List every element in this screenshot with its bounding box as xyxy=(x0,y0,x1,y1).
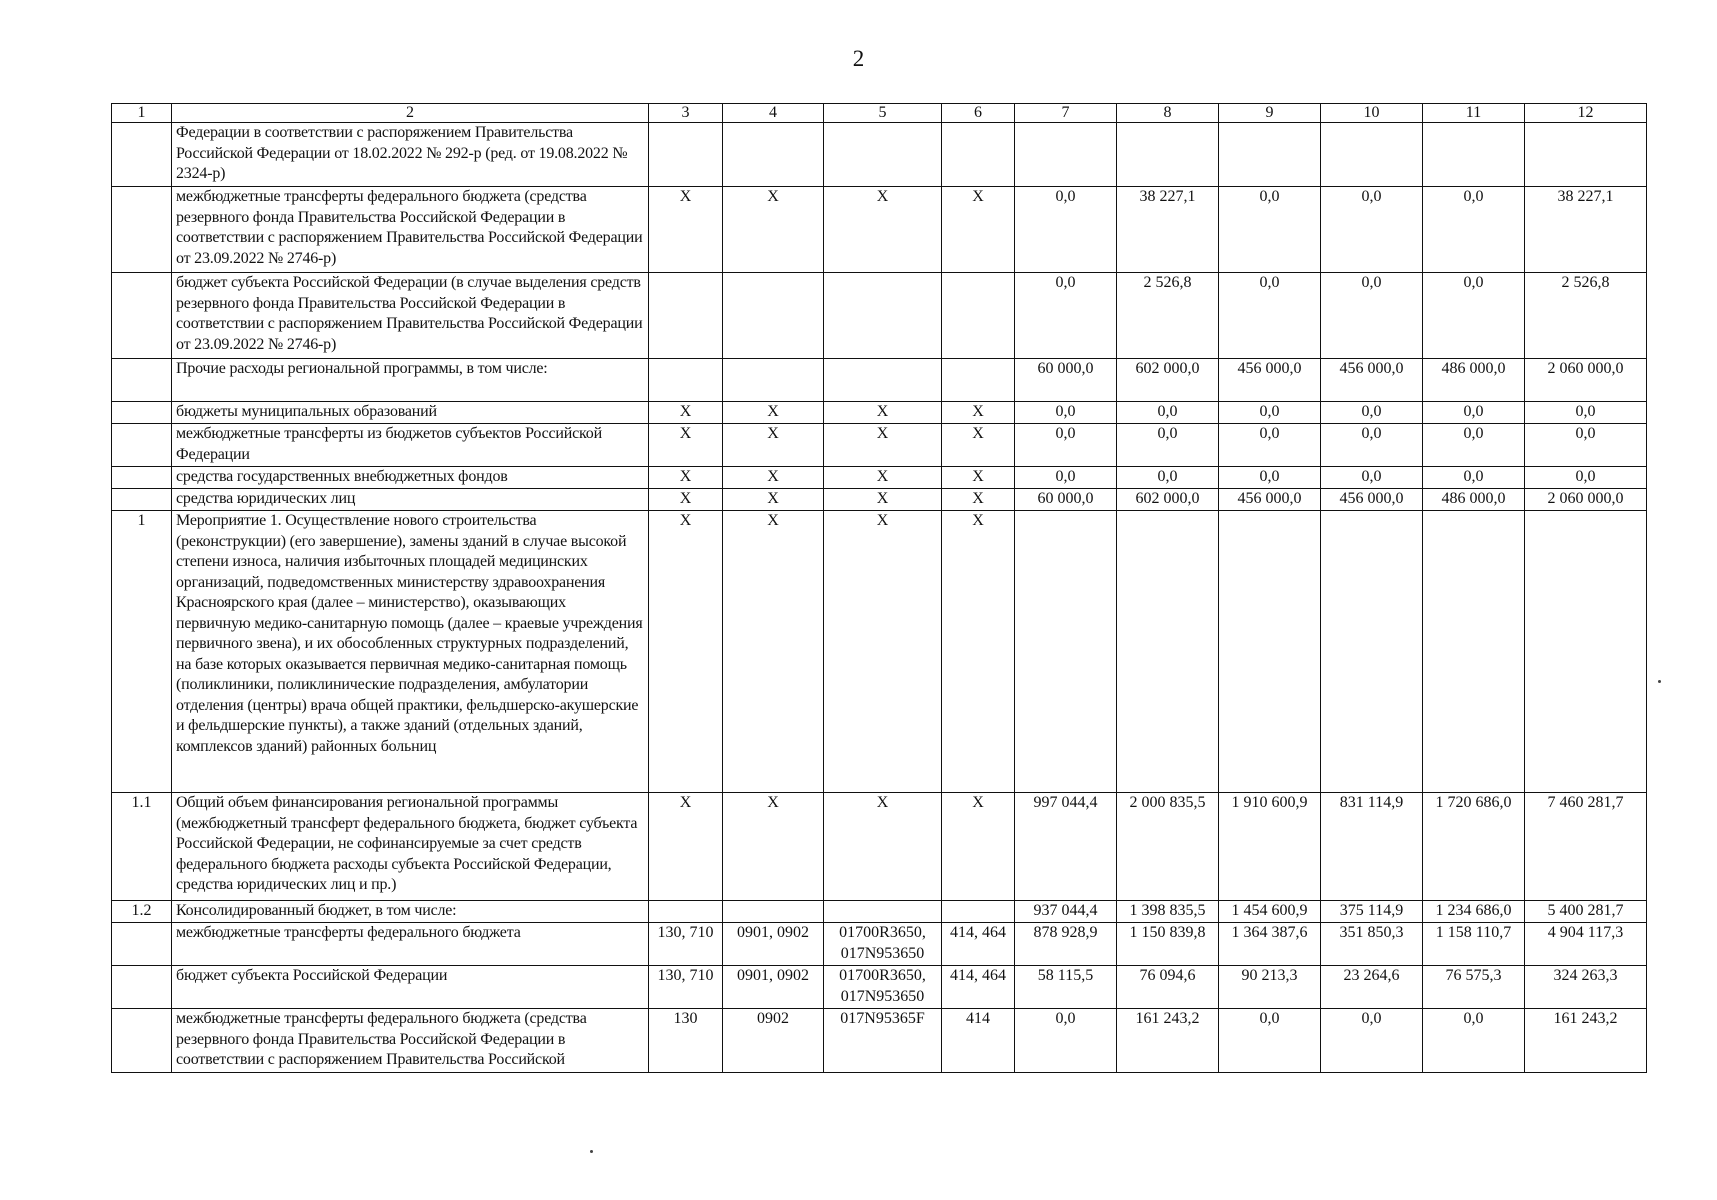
amount-cell xyxy=(1423,123,1525,187)
description-cell: Прочие расходы региональной программы, в том числе: xyxy=(172,359,649,402)
target-code-cell xyxy=(824,359,942,402)
table-row xyxy=(112,901,1647,923)
amount-cell: 997 044,4 xyxy=(1015,793,1117,901)
kbk-code-cell: Х xyxy=(649,402,723,424)
kbk-code-cell: Х xyxy=(649,511,723,793)
amount-cell: 0,0 xyxy=(1321,1009,1423,1073)
amount-cell: 0,0 xyxy=(1219,1009,1321,1073)
amount-cell: 38 227,1 xyxy=(1525,187,1647,273)
amount-cell: 2 060 000,0 xyxy=(1525,489,1647,511)
amount-cell: 0,0 xyxy=(1117,424,1219,467)
amount-cell: 1 234 686,0 xyxy=(1423,901,1525,923)
description-cell: бюджет субъекта Российской Федерации xyxy=(172,966,649,1009)
amount-cell: 0,0 xyxy=(1423,424,1525,467)
expense-type-cell: 414 xyxy=(942,1009,1015,1073)
row-number-cell xyxy=(112,923,172,966)
expense-type-cell: Х xyxy=(942,402,1015,424)
table-row xyxy=(112,489,1647,511)
expense-type-cell: Х xyxy=(942,187,1015,273)
kbk-code-cell xyxy=(649,359,723,402)
amount-cell xyxy=(1219,123,1321,187)
amount-cell: 0,0 xyxy=(1525,467,1647,489)
column-number-header: 7 xyxy=(1015,104,1117,123)
target-code-cell: Х xyxy=(824,187,942,273)
expense-type-cell xyxy=(942,901,1015,923)
scan-speck xyxy=(1658,680,1661,683)
amount-cell: 0,0 xyxy=(1321,402,1423,424)
section-code-cell: 0901, 0902 xyxy=(723,966,824,1009)
amount-cell: 2 526,8 xyxy=(1525,273,1647,359)
table-row xyxy=(112,467,1647,489)
amount-cell: 324 263,3 xyxy=(1525,966,1647,1009)
row-number-cell xyxy=(112,966,172,1009)
amount-cell: 0,0 xyxy=(1423,1009,1525,1073)
table-row xyxy=(112,923,1647,966)
section-code-cell: Х xyxy=(723,424,824,467)
amount-cell: 0,0 xyxy=(1321,187,1423,273)
amount-cell: 0,0 xyxy=(1423,187,1525,273)
header-row xyxy=(112,104,1647,123)
amount-cell: 0,0 xyxy=(1321,424,1423,467)
section-code-cell xyxy=(723,273,824,359)
row-number-cell xyxy=(112,1009,172,1073)
target-code-cell: Х xyxy=(824,424,942,467)
description-cell: межбюджетные трансферты федерального бюджета (средства резервного фонда Правительства Российской Федерации в соответствии с распоряжением Правительства Российской xyxy=(172,1009,649,1073)
budget-table xyxy=(111,103,1647,1073)
column-number-header: 9 xyxy=(1219,104,1321,123)
section-code-cell xyxy=(723,123,824,187)
amount-cell: 602 000,0 xyxy=(1117,489,1219,511)
amount-cell: 1 910 600,9 xyxy=(1219,793,1321,901)
column-number-header: 12 xyxy=(1525,104,1647,123)
amount-cell: 58 115,5 xyxy=(1015,966,1117,1009)
amount-cell: 2 526,8 xyxy=(1117,273,1219,359)
column-number-header: 10 xyxy=(1321,104,1423,123)
target-code-cell xyxy=(824,273,942,359)
description-cell: Федерации в соответствии с распоряжением Правительства Российской Федерации от 18.02.2022 № 292-р (ред. от 19.08.2022 № 2324-р) xyxy=(172,123,649,187)
row-number-cell xyxy=(112,424,172,467)
target-code-cell: Х xyxy=(824,402,942,424)
row-number-cell: 1.2 xyxy=(112,901,172,923)
page-number: 2 xyxy=(852,46,865,71)
amount-cell: 456 000,0 xyxy=(1321,489,1423,511)
kbk-code-cell: Х xyxy=(649,489,723,511)
amount-cell: 0,0 xyxy=(1525,424,1647,467)
section-code-cell: Х xyxy=(723,489,824,511)
description-cell: средства юридических лиц xyxy=(172,489,649,511)
amount-cell: 0,0 xyxy=(1117,467,1219,489)
amount-cell: 161 243,2 xyxy=(1525,1009,1647,1073)
expense-type-cell xyxy=(942,359,1015,402)
section-code-cell: Х xyxy=(723,402,824,424)
expense-type-cell: Х xyxy=(942,467,1015,489)
amount-cell: 0,0 xyxy=(1219,273,1321,359)
kbk-code-cell xyxy=(649,123,723,187)
column-number-header: 8 xyxy=(1117,104,1219,123)
amount-cell: 456 000,0 xyxy=(1219,489,1321,511)
expense-type-cell: Х xyxy=(942,489,1015,511)
amount-cell: 2 060 000,0 xyxy=(1525,359,1647,402)
table-row xyxy=(112,424,1647,467)
amount-cell: 0,0 xyxy=(1423,273,1525,359)
amount-cell: 0,0 xyxy=(1321,273,1423,359)
amount-cell: 4 904 117,3 xyxy=(1525,923,1647,966)
kbk-code-cell xyxy=(649,901,723,923)
amount-cell xyxy=(1117,511,1219,793)
table-row xyxy=(112,511,1647,793)
amount-cell: 602 000,0 xyxy=(1117,359,1219,402)
amount-cell: 60 000,0 xyxy=(1015,489,1117,511)
table-row xyxy=(112,187,1647,273)
row-number-cell xyxy=(112,467,172,489)
section-code-cell: 0902 xyxy=(723,1009,824,1073)
amount-cell xyxy=(1015,511,1117,793)
amount-cell: 0,0 xyxy=(1117,402,1219,424)
description-cell: межбюджетные трансферты федерального бюджета (средства резервного фонда Правительства Российской Федерации в соответствии с распоряжением Правительства Российской Федерации от 23.09.2022 № 2746-р) xyxy=(172,187,649,273)
description-cell: межбюджетные трансферты из бюджетов субъектов Российской Федерации xyxy=(172,424,649,467)
amount-cell: 0,0 xyxy=(1015,467,1117,489)
row-number-cell: 1 xyxy=(112,511,172,793)
amount-cell: 76 575,3 xyxy=(1423,966,1525,1009)
expense-type-cell: Х xyxy=(942,793,1015,901)
amount-cell xyxy=(1015,123,1117,187)
amount-cell: 1 150 839,8 xyxy=(1117,923,1219,966)
target-code-cell: Х xyxy=(824,467,942,489)
amount-cell: 0,0 xyxy=(1423,402,1525,424)
amount-cell: 0,0 xyxy=(1525,402,1647,424)
amount-cell: 0,0 xyxy=(1015,187,1117,273)
kbk-code-cell: Х xyxy=(649,467,723,489)
section-code-cell xyxy=(723,901,824,923)
amount-cell: 2 000 835,5 xyxy=(1117,793,1219,901)
section-code-cell: Х xyxy=(723,511,824,793)
amount-cell xyxy=(1219,511,1321,793)
section-code-cell: Х xyxy=(723,467,824,489)
description-cell: средства государственных внебюджетных фондов xyxy=(172,467,649,489)
column-number-header: 6 xyxy=(942,104,1015,123)
row-number-cell xyxy=(112,273,172,359)
target-code-cell: 01700R3650, 017N953650 xyxy=(824,923,942,966)
amount-cell: 878 928,9 xyxy=(1015,923,1117,966)
amount-cell: 0,0 xyxy=(1015,402,1117,424)
table-row xyxy=(112,793,1647,901)
amount-cell: 937 044,4 xyxy=(1015,901,1117,923)
amount-cell: 456 000,0 xyxy=(1219,359,1321,402)
amount-cell: 161 243,2 xyxy=(1117,1009,1219,1073)
kbk-code-cell: Х xyxy=(649,424,723,467)
description-cell: бюджеты муниципальных образований xyxy=(172,402,649,424)
expense-type-cell: Х xyxy=(942,424,1015,467)
description-cell: межбюджетные трансферты федерального бюджета xyxy=(172,923,649,966)
expense-type-cell xyxy=(942,123,1015,187)
kbk-code-cell: Х xyxy=(649,187,723,273)
amount-cell: 456 000,0 xyxy=(1321,359,1423,402)
kbk-code-cell xyxy=(649,273,723,359)
column-number-header: 1 xyxy=(112,104,172,123)
amount-cell: 486 000,0 xyxy=(1423,359,1525,402)
amount-cell: 0,0 xyxy=(1423,467,1525,489)
target-code-cell xyxy=(824,123,942,187)
table-row xyxy=(112,966,1647,1009)
description-cell: Общий объем финансирования региональной программы (межбюджетный трансферт федерального бюджета, бюджет субъекта Российской Федерации, не софинансируемые за счет средств федерального бюджета расходы субъекта Российской Федерации, средства юридических лиц и пр.) xyxy=(172,793,649,901)
row-number-cell xyxy=(112,359,172,402)
amount-cell: 5 400 281,7 xyxy=(1525,901,1647,923)
amount-cell: 486 000,0 xyxy=(1423,489,1525,511)
column-number-header: 2 xyxy=(172,104,649,123)
amount-cell: 0,0 xyxy=(1015,1009,1117,1073)
amount-cell xyxy=(1117,123,1219,187)
section-code-cell: Х xyxy=(723,793,824,901)
column-number-header: 5 xyxy=(824,104,942,123)
target-code-cell xyxy=(824,901,942,923)
column-number-header: 4 xyxy=(723,104,824,123)
target-code-cell: Х xyxy=(824,511,942,793)
expense-type-cell xyxy=(942,273,1015,359)
amount-cell xyxy=(1525,511,1647,793)
amount-cell xyxy=(1321,123,1423,187)
expense-type-cell: 414, 464 xyxy=(942,923,1015,966)
kbk-code-cell: 130, 710 xyxy=(649,966,723,1009)
amount-cell: 1 720 686,0 xyxy=(1423,793,1525,901)
table-row xyxy=(112,123,1647,187)
amount-cell: 375 114,9 xyxy=(1321,901,1423,923)
row-number-cell xyxy=(112,187,172,273)
row-number-cell: 1.1 xyxy=(112,793,172,901)
target-code-cell: Х xyxy=(824,489,942,511)
section-code-cell: 0901, 0902 xyxy=(723,923,824,966)
amount-cell: 0,0 xyxy=(1219,467,1321,489)
amount-cell: 0,0 xyxy=(1321,467,1423,489)
expense-type-cell: 414, 464 xyxy=(942,966,1015,1009)
amount-cell: 0,0 xyxy=(1219,402,1321,424)
table-row xyxy=(112,273,1647,359)
amount-cell: 7 460 281,7 xyxy=(1525,793,1647,901)
table-row xyxy=(112,1009,1647,1073)
amount-cell: 0,0 xyxy=(1219,424,1321,467)
amount-cell: 0,0 xyxy=(1015,273,1117,359)
kbk-code-cell: Х xyxy=(649,793,723,901)
description-cell: Мероприятие 1. Осуществление нового строительства (реконструкции) (его завершение), замены зданий в случае высокой степени износа, наличия избыточных площадей медицинских организаций, подведомственных министерству здравоохранения Красноярского края (далее – министерство), оказывающих первичную медико-санитарную помощь (далее – краевые учреждения первичного звена), и их обособленных структурных подразделений, на базе которых оказывается первичная медико-санитарная помощь (поликлиники, поликлинические подразделения, амбулатории отделения (центры) врача общей практики, фельдшерско-акушерские и фельдшерские пункты), а также зданий (отдельных зданий, комплексов зданий) районных больниц xyxy=(172,511,649,793)
amount-cell: 76 094,6 xyxy=(1117,966,1219,1009)
amount-cell: 38 227,1 xyxy=(1117,187,1219,273)
amount-cell: 1 364 387,6 xyxy=(1219,923,1321,966)
row-number-cell xyxy=(112,123,172,187)
target-code-cell: Х xyxy=(824,793,942,901)
row-number-cell xyxy=(112,489,172,511)
kbk-code-cell: 130 xyxy=(649,1009,723,1073)
description-cell: бюджет субъекта Российской Федерации (в случае выделения средств резервного фонда Правительства Российской Федерации в соответствии с распоряжением Правительства Российской Федерации от 23.09.2022 № 2746-р) xyxy=(172,273,649,359)
amount-cell: 0,0 xyxy=(1219,187,1321,273)
table-row xyxy=(112,402,1647,424)
column-number-header: 3 xyxy=(649,104,723,123)
description-cell: Консолидированный бюджет, в том числе: xyxy=(172,901,649,923)
column-number-header: 11 xyxy=(1423,104,1525,123)
target-code-cell: 017N95365F xyxy=(824,1009,942,1073)
amount-cell: 0,0 xyxy=(1015,424,1117,467)
section-code-cell: Х xyxy=(723,187,824,273)
amount-cell xyxy=(1321,511,1423,793)
table-row xyxy=(112,359,1647,402)
amount-cell xyxy=(1423,511,1525,793)
amount-cell: 1 158 110,7 xyxy=(1423,923,1525,966)
kbk-code-cell: 130, 710 xyxy=(649,923,723,966)
amount-cell: 23 264,6 xyxy=(1321,966,1423,1009)
section-code-cell xyxy=(723,359,824,402)
scan-speck xyxy=(590,1150,593,1153)
amount-cell: 351 850,3 xyxy=(1321,923,1423,966)
amount-cell: 1 398 835,5 xyxy=(1117,901,1219,923)
amount-cell: 60 000,0 xyxy=(1015,359,1117,402)
expense-type-cell: Х xyxy=(942,511,1015,793)
amount-cell: 831 114,9 xyxy=(1321,793,1423,901)
target-code-cell: 01700R3650, 017N953650 xyxy=(824,966,942,1009)
amount-cell: 90 213,3 xyxy=(1219,966,1321,1009)
amount-cell xyxy=(1525,123,1647,187)
row-number-cell xyxy=(112,402,172,424)
amount-cell: 1 454 600,9 xyxy=(1219,901,1321,923)
